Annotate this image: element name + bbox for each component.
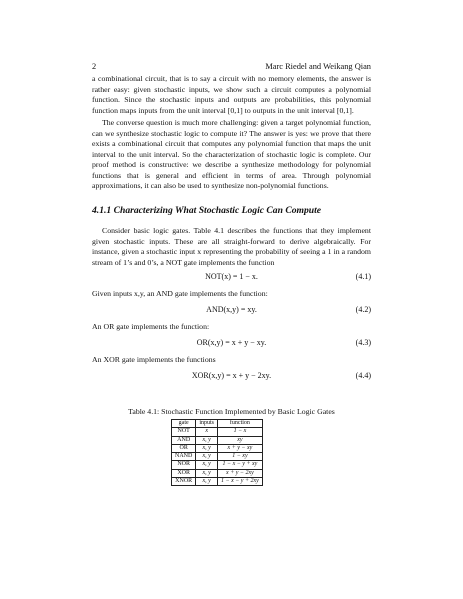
table-row (172, 428, 263, 436)
cell-gate: NAND (172, 453, 196, 461)
section-heading: 4.1.1 Characterizing What Stochastic Logic Can Compute (92, 205, 322, 216)
paragraph-2: The converse question is much more challenging: given a target polynomial function, can we synthesize stochastic logic to compute it? The answer is yes: we prove that there exists a combinational circuit that computes any polynomial function that maps the unit interval to the unit interval. So the characterization of stochastic logic is complete. Our proof method is constructive: we describe a synthesize methodology for polynomial functions that is general and efficient in terms of area. Through polynomial approximations, it can also be used to synthesize non-polynomial functions. (92, 118, 371, 190)
running-head-authors: Marc Riedel and Weikang Qian (265, 61, 371, 71)
cell-function: x + y − 2xy (218, 469, 263, 477)
paragraph-6: An XOR gate implements the functions (92, 355, 216, 364)
table-caption: Table 4.1: Stochastic Function Implemented by Basic Logic Gates (128, 407, 335, 416)
paragraph-5: An OR gate implements the function: (92, 322, 210, 331)
paragraph-1: a combinational circuit, that is to say a circuit with no memory elements, the answer is rather easy: given stochastic inputs, we show such a circuit computes a polynomial function. Since the stochastic inputs and outputs are probabilities, this polynomial function maps inputs from the unit interval [0,1] to outputs in the unit interval [0,1]. (92, 74, 371, 115)
equation-4-1 (92, 272, 371, 284)
paragraph-3: Consider basic logic gates. Table 4.1 describes the functions that they implement given stochastic inputs. These are all straight-forward to derive algebraically. For instance, given a stochastic input x representing the probability of seeing a 1 in a random stream of 1’s and 0’s, a NOT gate implements the function (92, 226, 371, 267)
table-row (172, 469, 263, 477)
cell-gate: XNOR (172, 478, 196, 486)
paragraph-4: Given inputs x,y, an AND gate implements the function: (92, 289, 268, 298)
equation-number: (4.1) (355, 272, 371, 281)
cell-function: xy (218, 436, 263, 444)
table-row (172, 478, 263, 486)
cell-inputs: x (196, 428, 218, 436)
equation-number: (4.2) (355, 305, 371, 314)
equation-4-3 (92, 338, 371, 350)
equation-expression: AND(x,y) = xy. (206, 305, 257, 314)
cell-inputs: x, y (196, 436, 218, 444)
cell-function: x + y − xy (218, 444, 263, 452)
cell-function: 1 − xy (218, 453, 263, 461)
table-row (172, 444, 263, 452)
page-number: 2 (92, 61, 97, 71)
table-row (172, 453, 263, 461)
cell-function: 1 − x − y + 2xy (218, 478, 263, 486)
table-header-row (172, 420, 263, 428)
cell-function: 1 − x − y + xy (218, 461, 263, 469)
cell-gate: NOT (172, 428, 196, 436)
equation-expression: XOR(x,y) = x + y − 2xy. (191, 371, 272, 380)
equation-expression: NOT(x) = 1 − x. (205, 272, 258, 281)
cell-function: 1 − x (218, 428, 263, 436)
header-function: function (218, 420, 263, 428)
table-row (172, 461, 263, 469)
equation-expression: OR(x,y) = x + y − xy. (196, 338, 267, 347)
cell-gate: AND (172, 436, 196, 444)
running-header (92, 60, 371, 72)
logic-gates-table (171, 419, 263, 486)
cell-gate: NOR (172, 461, 196, 469)
cell-gate: OR (172, 444, 196, 452)
cell-inputs: x, y (196, 444, 218, 452)
cell-inputs: x, y (196, 478, 218, 486)
cell-inputs: x, y (196, 461, 218, 469)
cell-inputs: x, y (196, 469, 218, 477)
cell-inputs: x, y (196, 453, 218, 461)
equation-4-2 (92, 305, 371, 317)
equation-number: (4.4) (355, 371, 371, 380)
table-row (172, 436, 263, 444)
cell-gate: XOR (172, 469, 196, 477)
equation-4-4 (92, 371, 371, 383)
header-gate: gate (172, 420, 196, 428)
equation-number: (4.3) (355, 338, 371, 347)
header-inputs: inputs (196, 420, 218, 428)
